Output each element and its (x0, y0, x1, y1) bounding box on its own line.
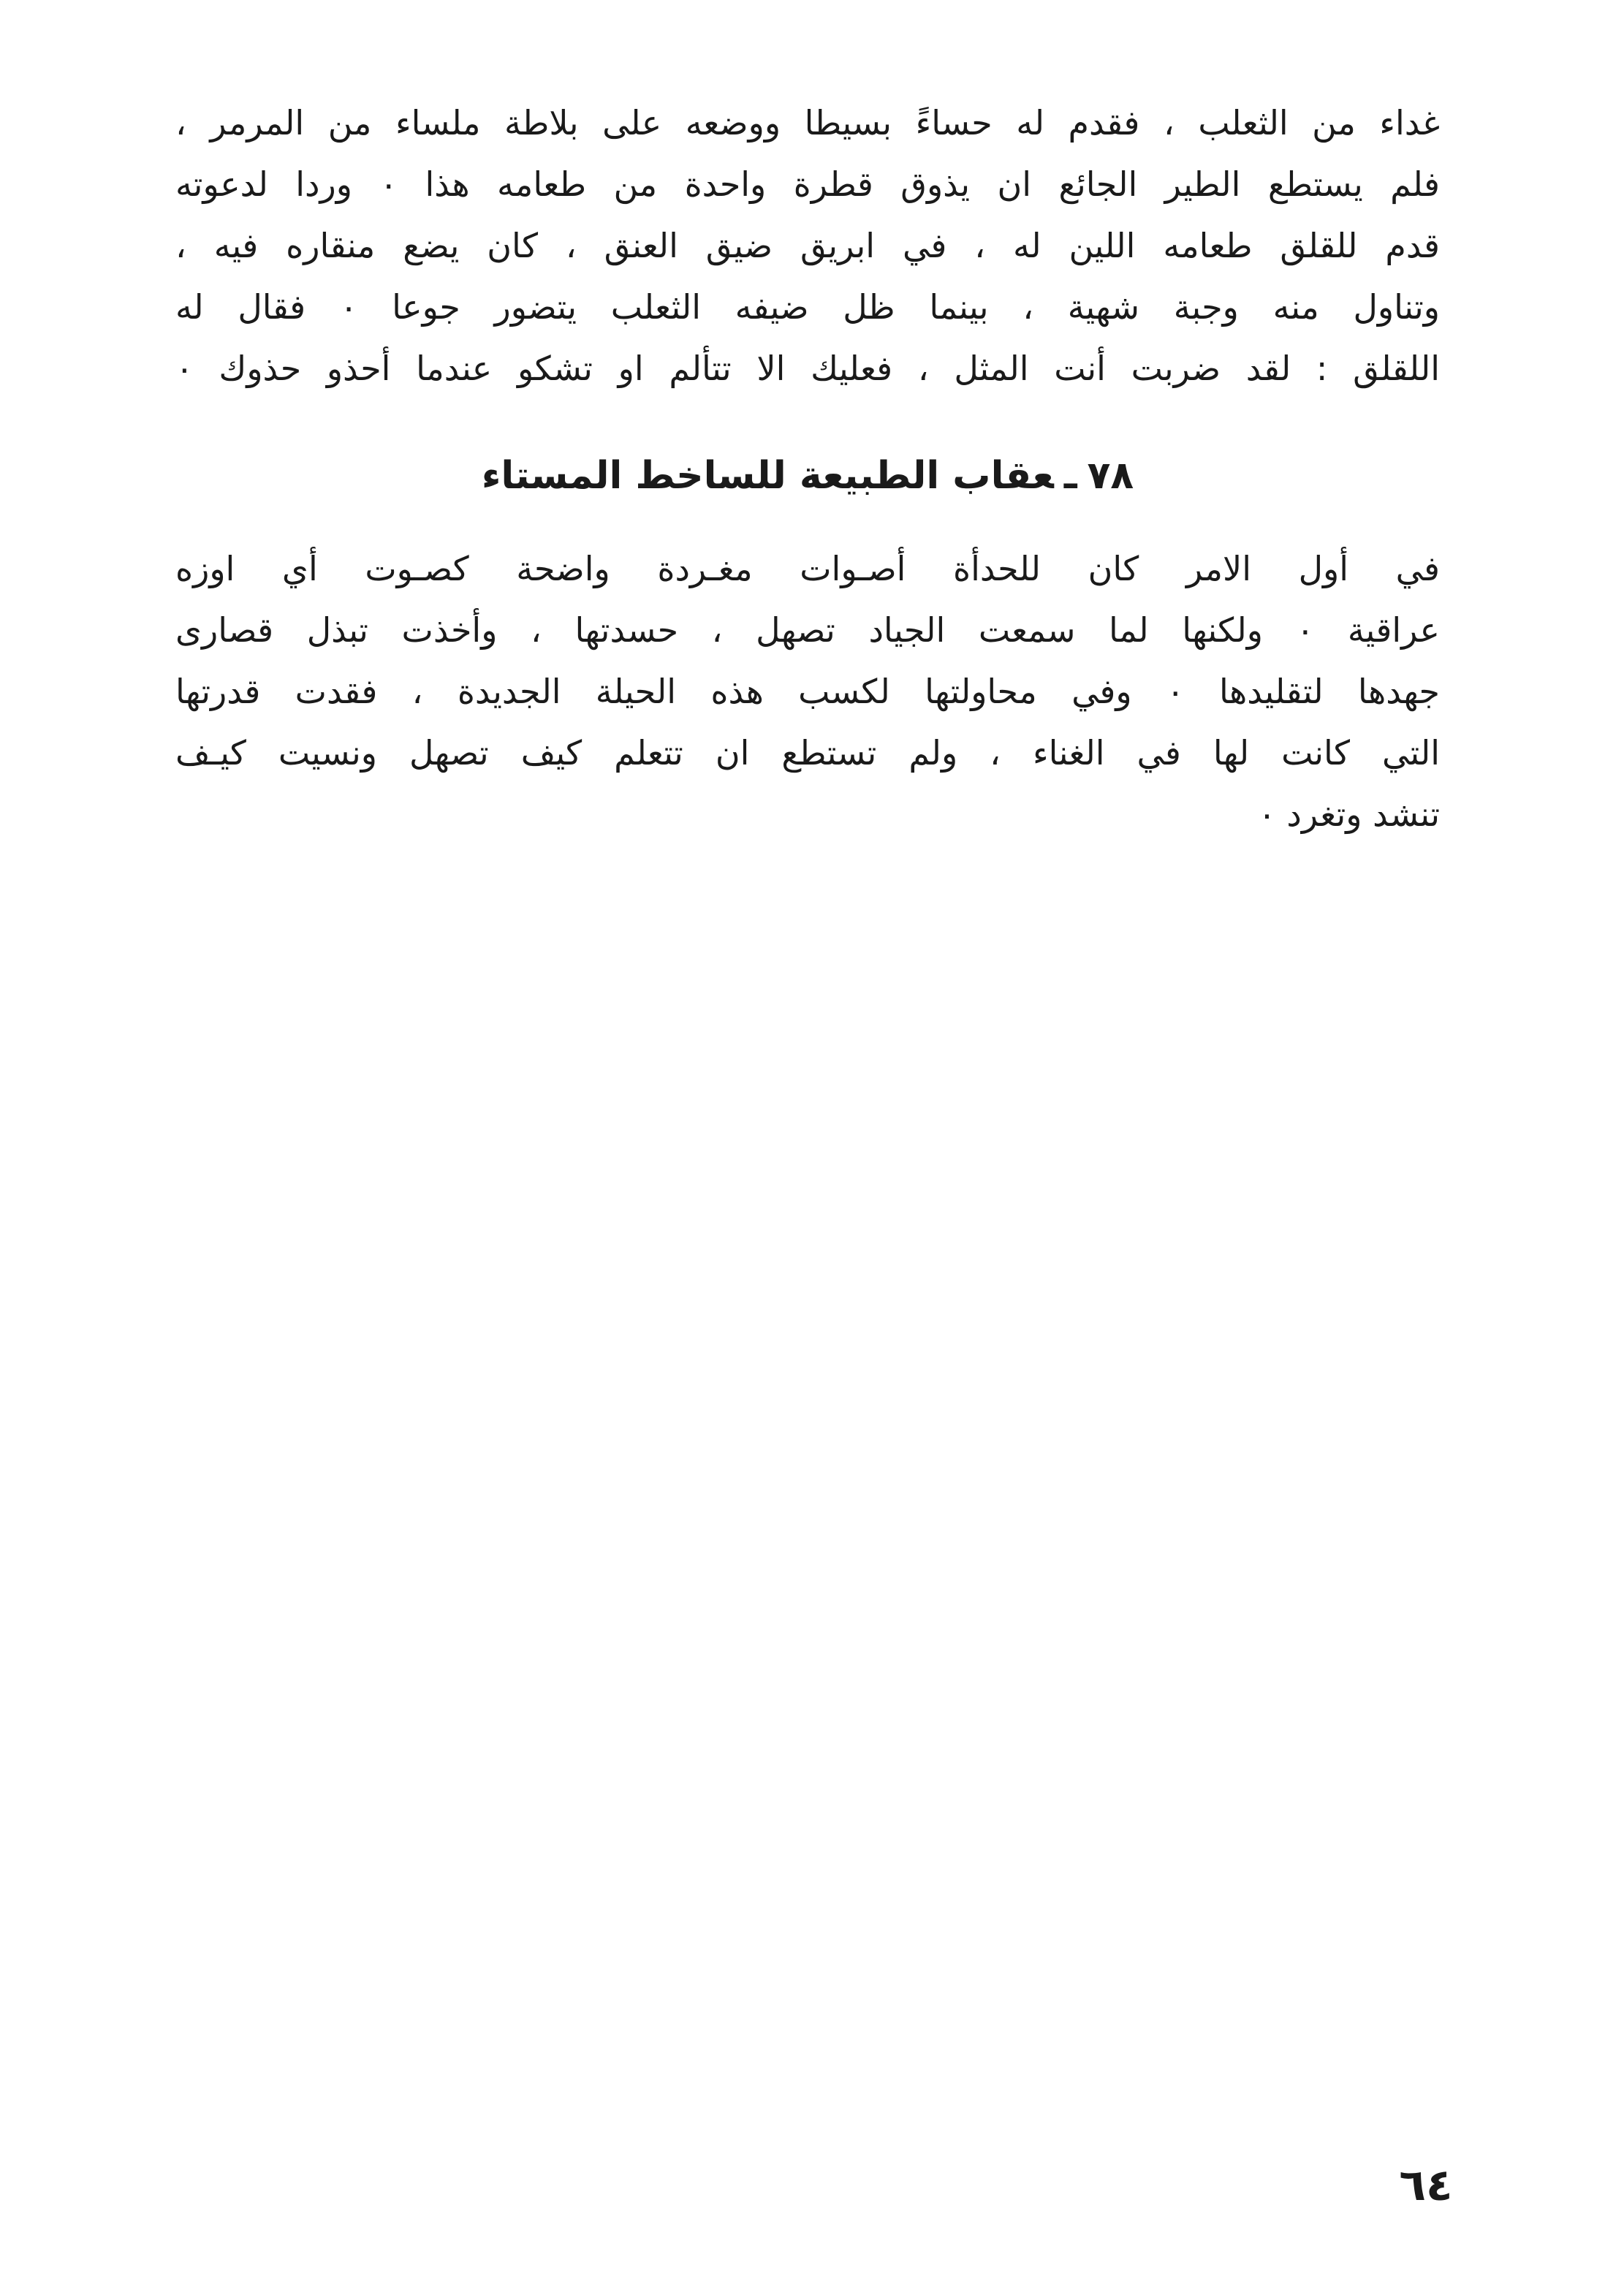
section-dash: ـ (1063, 454, 1077, 498)
section-title: عقاب الطبيعة للساخط المستاء (481, 454, 1054, 498)
text-line: قدم للقلق طعامه اللين له ، في ابريق ضيق العنق ، كان يضع منقاره فيه ، (175, 226, 1440, 265)
text-line: في أول الامر كان للحدأة أصـوات مغـردة واضحة كصـوت أي اوزه (175, 549, 1440, 588)
text-line: عراقية ٠ ولكنها لما سمعت الجياد تصهل ، حسدتها ، وأخذت تبذل قصارى (175, 610, 1440, 650)
paragraph-fox-and-stork-ending (175, 92, 1440, 399)
text-line: جهدها لتقليدها ٠ وفي محاولتها لكسب هذه الحيلة الجديدة ، فقدت قدرتها (175, 672, 1440, 711)
text-line: التي كانت لها في الغناء ، ولم تستطع ان تتعلم كيف تصهل ونسيت كيـف (175, 733, 1440, 773)
text-line: اللقلق : لقد ضربت أنت المثل ، فعليك الا تتألم او تشكو عندما أحذو حذوك ٠ (175, 349, 1440, 388)
section-number: ٧٨ (1087, 454, 1134, 498)
section-heading (175, 443, 1440, 509)
text-line: تنشد وتغرد ٠ (1258, 794, 1440, 834)
text-line: غداء من الثعلب ، فقدم له حساءً بسيطا ووضعه على بلاطة ملساء من المرمر ، (175, 103, 1440, 143)
text-line: فلم يستطع الطير الجائع ان يذوق قطرة واحدة من طعامه هذا ٠ وردا لدعوته (175, 164, 1440, 204)
page-number: ٦٤ (1399, 2160, 1453, 2211)
paragraph-kite-story (175, 538, 1440, 845)
text-line: وتناول منه وجبة شهية ، بينما ظل ضيفه الثعلب يتضور جوعا ٠ فقال له (175, 287, 1440, 327)
